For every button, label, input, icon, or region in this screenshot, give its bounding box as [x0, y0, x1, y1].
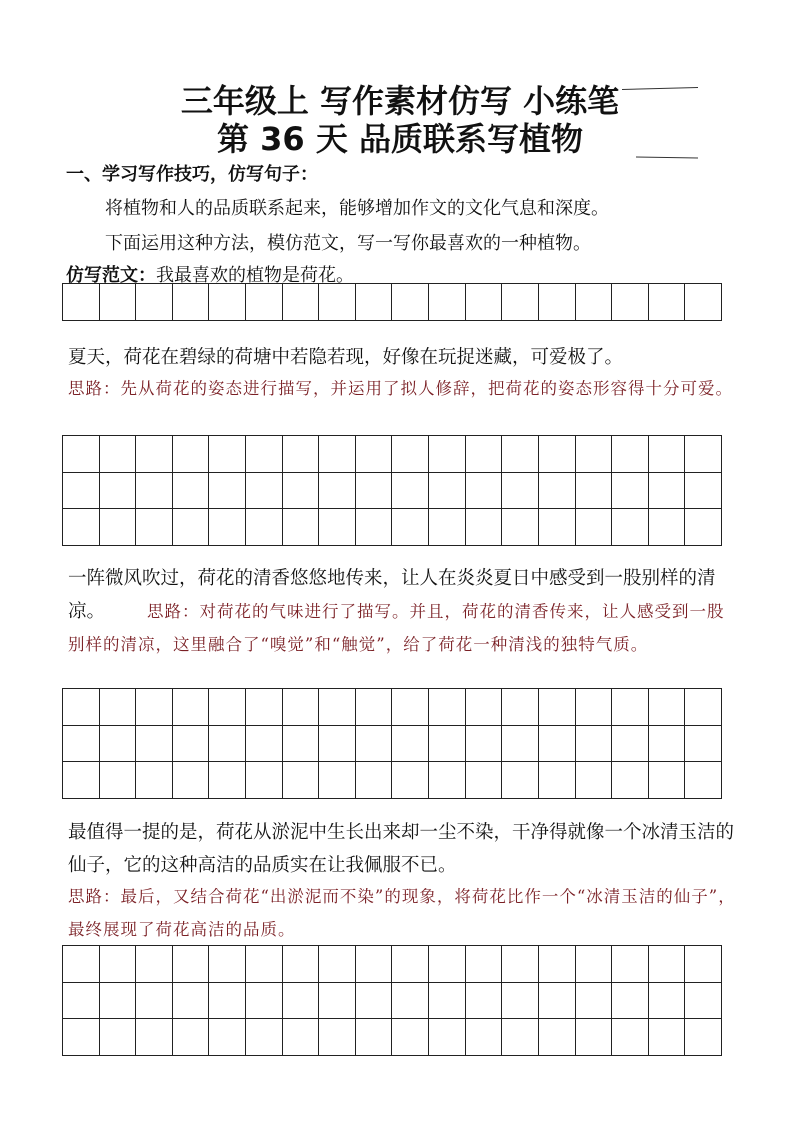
grid-cell[interactable] [136, 983, 173, 1020]
grid-cell[interactable] [429, 473, 466, 510]
grid-cell[interactable] [502, 762, 539, 799]
grid-cell[interactable] [136, 436, 173, 473]
grid-cell[interactable] [209, 689, 246, 726]
grid-cell[interactable] [466, 473, 503, 510]
grid-cell[interactable] [576, 946, 613, 983]
grid-cell[interactable] [539, 726, 576, 763]
grid-cell[interactable] [612, 1019, 649, 1056]
grid-cell[interactable] [356, 1019, 393, 1056]
grid-cell[interactable] [392, 946, 429, 983]
grid-cell[interactable] [539, 436, 576, 473]
grid-row [63, 762, 722, 799]
hint-1: 思路：先从荷花的姿态进行描写，并运用了拟人修辞，把荷花的姿态形容得十分可爱。 [68, 379, 733, 398]
grid-cell[interactable] [466, 689, 503, 726]
grid-cell[interactable] [136, 284, 173, 321]
sentence-2-text: 一阵微风吹过，荷花的清香悠悠地传来，让人在炎炎夏日中感受到一股别样的清凉。 [68, 568, 716, 622]
grid-cell[interactable] [246, 726, 283, 763]
grid-cell[interactable] [429, 1019, 466, 1056]
grid-cell[interactable] [356, 436, 393, 473]
grid-cell[interactable] [612, 726, 649, 763]
grid-cell[interactable] [356, 284, 393, 321]
grid-cell[interactable] [136, 509, 173, 546]
grid-row [63, 284, 722, 321]
grid-cell[interactable] [246, 689, 283, 726]
grid-cell[interactable] [63, 689, 100, 726]
grid-cell[interactable] [319, 946, 356, 983]
grid-cell[interactable] [173, 689, 210, 726]
grid-cell[interactable] [392, 473, 429, 510]
grid-cell[interactable] [63, 762, 100, 799]
worksheet-title: 三年级上 写作素材仿写 小练笔 [180, 82, 620, 120]
grid-cell[interactable] [576, 689, 613, 726]
grid-cell[interactable] [209, 983, 246, 1020]
grid-cell[interactable] [429, 983, 466, 1020]
grid-cell[interactable] [392, 983, 429, 1020]
model-sentence-1: 夏天，荷花在碧绿的荷塘中若隐若现，好像在玩捉迷藏，可爱极了。 [68, 347, 624, 368]
grid-cell[interactable] [100, 762, 137, 799]
grid-cell[interactable] [209, 284, 246, 321]
grid-cell[interactable] [539, 1019, 576, 1056]
grid-cell[interactable] [246, 1019, 283, 1056]
grid-cell[interactable] [685, 509, 722, 546]
grid-cell[interactable] [283, 284, 320, 321]
grid-cell[interactable] [576, 436, 613, 473]
grid-cell[interactable] [612, 946, 649, 983]
grid-cell[interactable] [63, 509, 100, 546]
grid-cell[interactable] [576, 284, 613, 321]
grid-cell[interactable] [576, 509, 613, 546]
model-sentence-3: 最值得一提的是，荷花从淤泥中生长出来却一尘不染，干净得就像一个冰清玉洁的仙子，它的这种高洁的品质实在让我佩服不已。 [68, 822, 735, 876]
grid-cell[interactable] [502, 726, 539, 763]
grid-cell[interactable] [319, 983, 356, 1020]
grid-cell[interactable] [100, 689, 137, 726]
grid-cell[interactable] [283, 1019, 320, 1056]
grid-cell[interactable] [283, 762, 320, 799]
grid-cell[interactable] [539, 473, 576, 510]
grid-cell[interactable] [685, 762, 722, 799]
worksheet-subtitle: 第 36 天 品质联系写植物 [217, 120, 583, 158]
writing-grid-title[interactable] [62, 283, 722, 321]
grid-cell[interactable] [246, 284, 283, 321]
grid-cell[interactable] [63, 473, 100, 510]
hint-2: 思路：对荷花的气味进行了描写。并且，荷花的清香传来，让人感受到一股别样的清凉，这里融合了“嗅觉”和“触觉”，给了荷花一种清浅的独特气质。 [68, 602, 725, 654]
grid-cell[interactable] [392, 436, 429, 473]
writing-grid-2[interactable] [62, 688, 722, 799]
model-text: 我最喜欢的植物是荷花。 [156, 265, 354, 286]
grid-cell[interactable] [356, 509, 393, 546]
grid-cell[interactable] [100, 726, 137, 763]
grid-cell[interactable] [100, 284, 137, 321]
grid-cell[interactable] [392, 1019, 429, 1056]
writing-grid-1[interactable] [62, 435, 722, 546]
grid-cell[interactable] [209, 509, 246, 546]
grid-cell[interactable] [100, 436, 137, 473]
grid-cell[interactable] [612, 983, 649, 1020]
grid-cell[interactable] [539, 284, 576, 321]
grid-cell[interactable] [283, 473, 320, 510]
grid-cell[interactable] [576, 762, 613, 799]
grid-cell[interactable] [319, 689, 356, 726]
grid-cell[interactable] [649, 473, 686, 510]
grid-cell[interactable] [283, 726, 320, 763]
grid-cell[interactable] [283, 509, 320, 546]
grid-cell[interactable] [685, 726, 722, 763]
grid-cell[interactable] [466, 983, 503, 1020]
grid-cell[interactable] [539, 983, 576, 1020]
grid-cell[interactable] [576, 473, 613, 510]
grid-cell[interactable] [246, 762, 283, 799]
grid-cell[interactable] [209, 1019, 246, 1056]
grid-cell[interactable] [173, 726, 210, 763]
grid-cell[interactable] [100, 509, 137, 546]
grid-cell[interactable] [283, 946, 320, 983]
grid-cell[interactable] [539, 946, 576, 983]
grid-cell[interactable] [63, 284, 100, 321]
grid-cell[interactable] [173, 284, 210, 321]
grid-cell[interactable] [136, 473, 173, 510]
grid-cell[interactable] [136, 1019, 173, 1056]
grid-cell[interactable] [100, 983, 137, 1020]
grid-cell[interactable] [136, 946, 173, 983]
grid-cell[interactable] [246, 946, 283, 983]
grid-row [63, 689, 722, 726]
grid-cell[interactable] [283, 436, 320, 473]
grid-cell[interactable] [649, 689, 686, 726]
grid-cell[interactable] [466, 762, 503, 799]
grid-cell[interactable] [173, 1019, 210, 1056]
grid-cell[interactable] [356, 726, 393, 763]
grid-cell[interactable] [136, 726, 173, 763]
grid-cell[interactable] [612, 284, 649, 321]
grid-cell[interactable] [466, 726, 503, 763]
grid-cell[interactable] [63, 726, 100, 763]
grid-cell[interactable] [63, 1019, 100, 1056]
grid-cell[interactable] [502, 473, 539, 510]
grid-cell[interactable] [319, 726, 356, 763]
model-sentence-2 [68, 562, 736, 661]
grid-cell[interactable] [392, 726, 429, 763]
grid-cell[interactable] [283, 689, 320, 726]
grid-cell[interactable] [502, 946, 539, 983]
grid-cell[interactable] [173, 509, 210, 546]
grid-cell[interactable] [649, 983, 686, 1020]
grid-cell[interactable] [392, 284, 429, 321]
grid-cell[interactable] [429, 762, 466, 799]
grid-cell[interactable] [649, 509, 686, 546]
grid-cell[interactable] [576, 726, 613, 763]
grid-cell[interactable] [100, 473, 137, 510]
grid-cell[interactable] [502, 509, 539, 546]
grid-cell[interactable] [100, 946, 137, 983]
grid-cell[interactable] [392, 509, 429, 546]
grid-cell[interactable] [649, 436, 686, 473]
grid-row [63, 473, 722, 510]
grid-cell[interactable] [209, 946, 246, 983]
grid-cell[interactable] [685, 284, 722, 321]
grid-cell[interactable] [502, 436, 539, 473]
grid-cell[interactable] [392, 689, 429, 726]
grid-cell[interactable] [539, 689, 576, 726]
grid-cell[interactable] [173, 983, 210, 1020]
grid-cell[interactable] [502, 1019, 539, 1056]
grid-cell[interactable] [246, 509, 283, 546]
grid-cell[interactable] [429, 689, 466, 726]
grid-cell[interactable] [100, 1019, 137, 1056]
grid-cell[interactable] [649, 726, 686, 763]
hint-3: 思路：最后，又结合荷花“出淤泥而不染”的现象，将荷花比作一个“冰清玉洁的仙子”，最终展现了荷花高洁的品质。 [68, 887, 736, 939]
grid-cell[interactable] [502, 689, 539, 726]
grid-cell[interactable] [63, 946, 100, 983]
grid-cell[interactable] [685, 1019, 722, 1056]
grid-cell[interactable] [319, 436, 356, 473]
grid-cell[interactable] [356, 983, 393, 1020]
grid-cell[interactable] [356, 689, 393, 726]
grid-cell[interactable] [209, 762, 246, 799]
grid-cell[interactable] [612, 436, 649, 473]
intro-text: 下面运用这种方法，模仿范文，写一写你最喜欢的一种植物。 [105, 233, 591, 254]
grid-cell[interactable] [356, 946, 393, 983]
grid-cell[interactable] [173, 762, 210, 799]
grid-cell[interactable] [539, 509, 576, 546]
grid-cell[interactable] [356, 762, 393, 799]
grid-cell[interactable] [685, 436, 722, 473]
grid-cell[interactable] [63, 983, 100, 1020]
grid-cell[interactable] [612, 762, 649, 799]
grid-cell[interactable] [466, 946, 503, 983]
grid-cell[interactable] [685, 983, 722, 1020]
grid-cell[interactable] [502, 284, 539, 321]
grid-cell[interactable] [319, 762, 356, 799]
grid-cell[interactable] [429, 436, 466, 473]
grid-cell[interactable] [392, 762, 429, 799]
grid-row [63, 726, 722, 763]
grid-cell[interactable] [685, 473, 722, 510]
grid-cell[interactable] [136, 689, 173, 726]
grid-row [63, 509, 722, 546]
grid-cell[interactable] [685, 689, 722, 726]
grid-row [63, 1019, 722, 1056]
grid-cell[interactable] [466, 284, 503, 321]
grid-cell[interactable] [685, 946, 722, 983]
writing-grid-3[interactable] [62, 945, 722, 1056]
grid-cell[interactable] [319, 509, 356, 546]
grid-cell[interactable] [209, 436, 246, 473]
grid-cell[interactable] [319, 284, 356, 321]
grid-cell[interactable] [246, 983, 283, 1020]
grid-row [63, 983, 722, 1020]
grid-cell[interactable] [429, 284, 466, 321]
grid-cell[interactable] [209, 473, 246, 510]
grid-row [63, 436, 722, 473]
grid-cell[interactable] [466, 509, 503, 546]
grid-cell[interactable] [429, 726, 466, 763]
grid-cell[interactable] [466, 1019, 503, 1056]
grid-cell[interactable] [173, 473, 210, 510]
grid-cell[interactable] [356, 473, 393, 510]
intro-text: 将植物和人的品质联系起来，能够增加作文的文化气息和深度。 [105, 198, 609, 219]
grid-cell[interactable] [649, 284, 686, 321]
grid-cell[interactable] [612, 689, 649, 726]
grid-cell[interactable] [319, 1019, 356, 1056]
grid-cell[interactable] [209, 726, 246, 763]
grid-cell[interactable] [649, 762, 686, 799]
grid-cell[interactable] [63, 436, 100, 473]
grid-cell[interactable] [173, 946, 210, 983]
model-label: 仿写范文： [66, 265, 156, 286]
grid-cell[interactable] [246, 473, 283, 510]
grid-cell[interactable] [502, 983, 539, 1020]
grid-cell[interactable] [429, 946, 466, 983]
grid-cell[interactable] [576, 1019, 613, 1056]
grid-cell[interactable] [136, 762, 173, 799]
grid-cell[interactable] [612, 509, 649, 546]
grid-cell[interactable] [649, 946, 686, 983]
grid-row [63, 946, 722, 983]
grid-cell[interactable] [319, 473, 356, 510]
grid-cell[interactable] [429, 509, 466, 546]
grid-cell[interactable] [173, 436, 210, 473]
grid-cell[interactable] [539, 762, 576, 799]
grid-cell[interactable] [466, 436, 503, 473]
grid-cell[interactable] [283, 983, 320, 1020]
grid-cell[interactable] [246, 436, 283, 473]
grid-cell[interactable] [649, 1019, 686, 1056]
grid-cell[interactable] [576, 983, 613, 1020]
grid-cell[interactable] [612, 473, 649, 510]
section-heading: 一、学习写作技巧，仿写句子： [66, 164, 318, 185]
